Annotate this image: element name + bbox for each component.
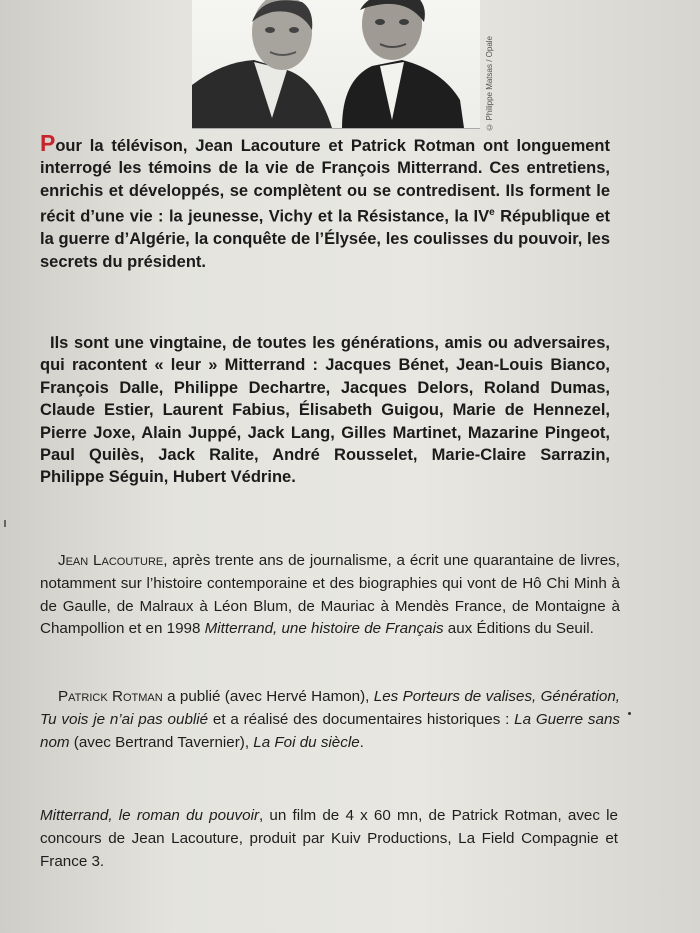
photo-credit bbox=[480, 0, 498, 132]
rotman-bio bbox=[40, 686, 620, 754]
rotman-doc-title-1: La Guerre sans nom bbox=[40, 710, 621, 751]
rotman-book-titles: Les Porteurs de valises, Génération, Tu vois je n’ai pas oublié bbox=[40, 688, 620, 728]
author-photo bbox=[192, 0, 480, 129]
edge-mark bbox=[4, 520, 6, 527]
intro-superscript: e bbox=[489, 207, 495, 219]
rotman-bio-text-2: et a réalisé des documentaires historiques : bbox=[208, 710, 515, 728]
intro-text: our la télévison, Jean Lacouture et Patrick Rotman ont longuement interrogé les témoins de la vie de François Mitterrand. Ces entretiens, enrichis et développés, se complètent ou se contredisent. Ils forment le récit d’une vie : la jeunesse, Vichy et la Résistance, la IV bbox=[40, 137, 610, 226]
lacouture-bio-text-end: aux Éditions du Seuil. bbox=[443, 620, 594, 638]
print-mark bbox=[628, 712, 631, 715]
intro-paragraph bbox=[40, 132, 610, 273]
film-note bbox=[40, 805, 618, 873]
intro-text-after: République et la guerre d’Algérie, la conquête de l’Élysée, les coulisses du pouvoir, les secrets du président. bbox=[40, 207, 610, 271]
rotman-doc-title-2: La Foi du siècle bbox=[253, 733, 360, 751]
rotman-bio-text-3: (avec Bertrand Tavernier), bbox=[69, 733, 254, 751]
lacouture-book-title: Mitterrand, une histoire de Français bbox=[204, 620, 444, 638]
portrait-image bbox=[192, 0, 480, 128]
witnesses-text: Ils sont une vingtaine, de toutes les générations, amis ou adversaires, qui racontent « leur » Mitterrand : Jacques Bénet, Jean-Louis Bianco, François Dalle, Philippe Dechartre, Jacques Delors, Roland Dumas, Claude Estier, Laurent Fabius, Élisabeth Guigou, Marie de Hennezel, Pierre Joxe, Alain Juppé, Jack Lang, Gilles Martinet, Mazarine Pingeot, Paul Quilès, Jack Ralite, André Rousselet, Marie-Claire Sarrazin, Philippe Séguin, Hubert Védrine. bbox=[40, 334, 610, 487]
lacouture-name: Jean Lacouture bbox=[58, 552, 164, 569]
rotman-name: Patrick Rotman bbox=[58, 688, 163, 705]
witnesses-paragraph bbox=[40, 332, 610, 489]
film-title: Mitterrand, le roman du pouvoir bbox=[40, 807, 259, 824]
rotman-bio-text-4: . bbox=[359, 733, 364, 751]
photo-credit-text: © Philippe Matsas / Opale bbox=[484, 36, 494, 132]
film-note-text: , un film de 4 x 60 mn, de Patrick Rotman, avec le concours de Jean Lacouture, produit par Kuiv Productions, La Field Compagnie et France 3. bbox=[40, 807, 618, 870]
lacouture-bio bbox=[40, 550, 620, 641]
lacouture-bio-text: , après trente ans de journalisme, a écrit une quarantaine de livres, notamment sur l’histoire contemporaine et des biographies qui vont de Hô Chi Minh à de Gaulle, de Malraux à Léon Blum, de Mauriac à Mendès France, de Montaigne à Champollion et en 1998 bbox=[40, 552, 620, 638]
drop-cap: P bbox=[40, 130, 56, 156]
rotman-bio-text: a publié (avec Hervé Hamon), bbox=[162, 688, 374, 705]
